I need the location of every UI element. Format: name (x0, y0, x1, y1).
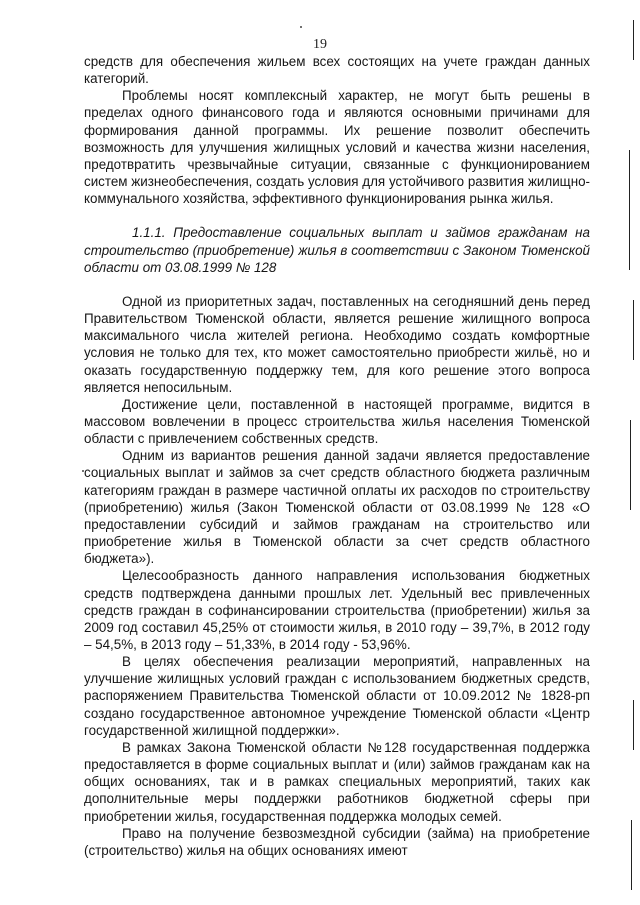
section-heading-1-1-1: 1.1.1. Предоставление социальных выплат и займов гражданам на строительство (приобретение) жилья в соответствии с Законом Тюменской области от 03.08.1999 № 128 (84, 225, 590, 275)
body-text (84, 53, 590, 859)
paragraph-law-128-support: В рамках Закона Тюменской области №128 государственная поддержка предоставляется в форме социальных выплат и (или) займов гражданам как на общих основаниях, так и в рамках специальных мероприятий, таких как дополнительные меры поддержки работников бюджетной сферы при приобретении жилья, государственная поддержка молодых семей. (84, 739, 590, 824)
scan-dot (300, 26, 302, 28)
paragraph-goal: Достижение цели, поставленной в настоящей программе, видится в массовом вовлечении в процесс строительства жилья населения Тюменской области с привлечением собственных средств. (84, 396, 590, 447)
scan-dot (82, 470, 84, 472)
paragraph-priority-tasks: Одной из приоритетных задач, поставленных на сегодняшний день перед Правительством Тюменской области, является решение жилищного вопроса максимального числа жителей региона. Необходимо создать комфортные условия не только для тех, кто может самостоятельно приобрести жильё, но и оказать государственную поддержку тем, для кого решение этого вопроса является непосильным. (84, 293, 590, 395)
paragraph-continuation: средств для обеспечения жильем всех состоящих на учете граждан данных категорий. (84, 54, 590, 87)
paragraph-feasibility: Целесообразность данного направления использования бюджетных средств подтверждена данными прошлых лет. Удельный вес привлеченных средств граждан в софинансировании строительства (приобретении) жилья за 2009 год составил 45,25% от стоимости жилья, в 2010 году – 39,7%, в 2012 году – 54,5%, в 2013 году – 51,33%, в 2014 году - 53,96%. (84, 568, 590, 652)
page-number: 19 (313, 37, 327, 52)
paragraph-problems: Проблемы носят комплексный характер, не могут быть решены в пределах одного финансового года и являются основными причинами для формирования данной программы. Их решение позволит обеспечить возможность для улучшения жилищных условий и качества жизни населения, предотвратить чрезвычайные ситуации, связанные с функционированием систем жизнеобеспечения, создать условия для устойчивого развития жилищно-коммунального хозяйства, эффективного функционирования рынка жилья. (84, 88, 590, 207)
paragraph-right-to-subsidy: Право на получение безвозмездной субсидии (займа) на приобретение (строительство) жилья на общих основаниях имеют (84, 825, 590, 858)
scan-edge-artifact (616, 0, 640, 905)
paragraph-solution-option: Одним из вариантов решения данной задачи является предоставление социальных выплат и займов за счет средств областного бюджета различным категориям граждан в размере частичной оплаты их расходов по строительству (приобретению) жилья (Закон Тюменской области от 03.08.1999 № 128 «О предоставлении субсидий и займов гражданам на строительство или приобретение жилья в Тюменской области за счет средств областного бюджета»). (84, 448, 590, 567)
paragraph-center-created: В целях обеспечения реализации мероприятий, направленных на улучшение жилищных условий граждан с использованием бюджетных средств, распоряжением Правительства Тюменской области от 10.09.2012 № 1828-рп создано государственное автономное учреждение Тюменской области «Центр государственной жилищной поддержки». (84, 654, 590, 738)
